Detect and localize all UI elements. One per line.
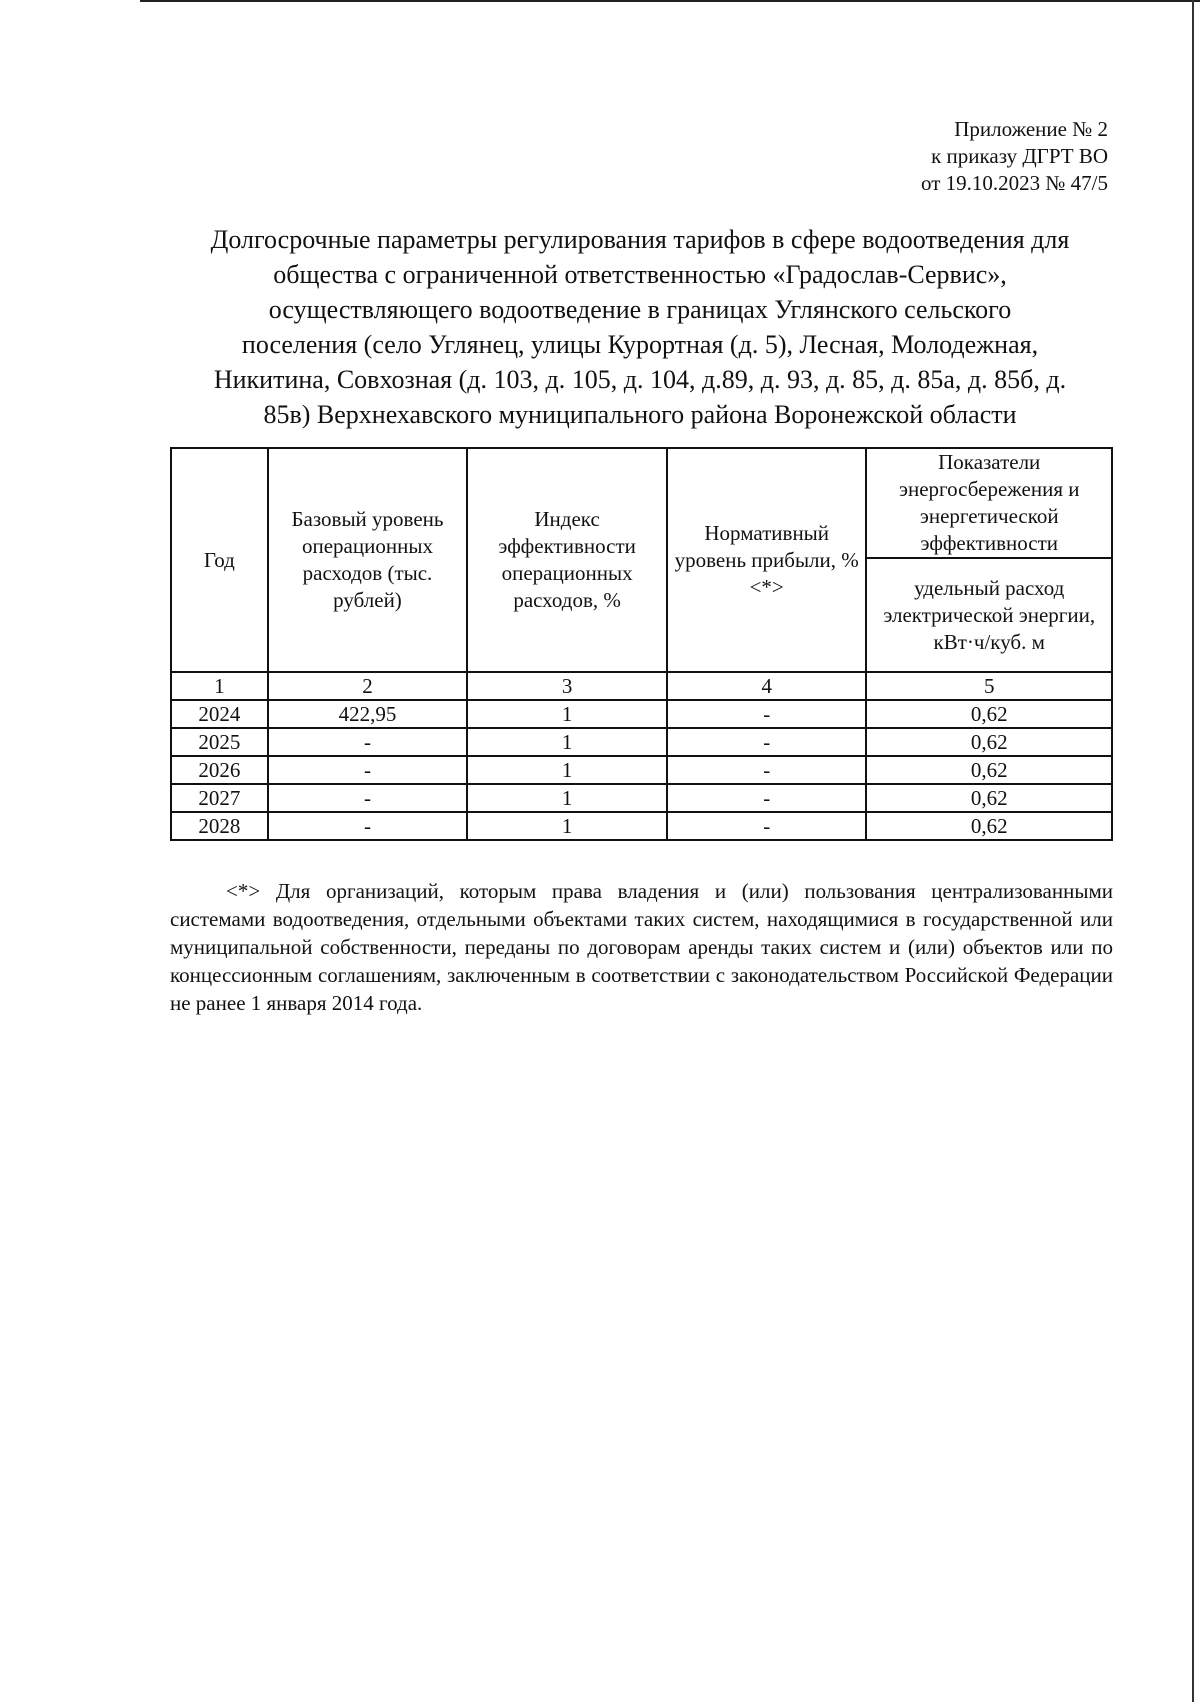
cell-energy-specific: 0,62 — [866, 784, 1112, 812]
cell-profit-level: - — [667, 784, 867, 812]
appendix-order-ref: к приказу ДГРТ ВО — [931, 144, 1108, 168]
header-profit-level: Нормативный уровень прибыли, % <*> — [667, 448, 867, 672]
tariff-parameters-table — [170, 447, 1113, 841]
cell-energy-specific: 0,62 — [866, 728, 1112, 756]
column-number: 4 — [667, 672, 867, 700]
cell-base-level: - — [268, 812, 468, 840]
cell-efficiency-index: 1 — [467, 700, 667, 728]
header-base-level: Базовый уровень операционных расходов (тыс. рублей) — [268, 448, 468, 672]
header-year: Год — [171, 448, 268, 672]
cell-base-level: - — [268, 756, 468, 784]
column-number-row — [171, 672, 1112, 700]
cell-profit-level: - — [667, 756, 867, 784]
column-number: 1 — [171, 672, 268, 700]
cell-profit-level: - — [667, 700, 867, 728]
cell-base-level: 422,95 — [268, 700, 468, 728]
cell-energy-specific: 0,62 — [866, 700, 1112, 728]
cell-base-level: - — [268, 784, 468, 812]
title-line: осуществляющего водоотведение в границах Углянского сельского — [268, 295, 1012, 324]
header-energy-specific: удельный расход электрической энергии, кВт·ч/куб. м — [866, 558, 1112, 672]
scan-border-top — [140, 0, 1200, 2]
title-line: Долгосрочные параметры регулирования тарифов в сфере водоотведения для — [210, 225, 1070, 254]
appendix-order-date: от 19.10.2023 № 47/5 — [920, 171, 1108, 195]
cell-year: 2025 — [171, 728, 268, 756]
cell-energy-specific: 0,62 — [866, 812, 1112, 840]
table-row — [171, 756, 1112, 784]
cell-year: 2028 — [171, 812, 268, 840]
cell-year: 2024 — [171, 700, 268, 728]
cell-efficiency-index: 1 — [467, 812, 667, 840]
scan-border-right — [1192, 0, 1194, 1702]
cell-efficiency-index: 1 — [467, 756, 667, 784]
column-number: 5 — [866, 672, 1112, 700]
table-row — [171, 784, 1112, 812]
title-line: поселения (село Углянец, улицы Курортная (д. 5), Лесная, Молодежная, — [241, 330, 1039, 359]
cell-year: 2027 — [171, 784, 268, 812]
cell-efficiency-index: 1 — [467, 784, 667, 812]
title-line: общества с ограниченной ответственностью «Градослав-Сервис», — [273, 260, 1007, 289]
cell-year: 2026 — [171, 756, 268, 784]
footnote: <*> Для организаций, которым права владения и (или) пользования централизованными системами водоотведения, отдельными объектами таких систем, находящимися в государственной или муниципальной собственности, переданы по договорам аренды таких систем и (или) объектов или по концессионным соглашениям, заключенным в соответствии с законодательством Российской Федерации не ранее 1 января 2014 года. — [170, 879, 1113, 1015]
table-row — [171, 812, 1112, 840]
document-title — [160, 222, 1120, 432]
appendix-header — [921, 116, 1108, 197]
header-energy-group: Показатели энергосбережения и энергетической эффективности — [866, 448, 1112, 558]
appendix-number: Приложение № 2 — [954, 117, 1108, 141]
column-number: 3 — [467, 672, 667, 700]
cell-energy-specific: 0,62 — [866, 756, 1112, 784]
cell-efficiency-index: 1 — [467, 728, 667, 756]
cell-profit-level: - — [667, 812, 867, 840]
title-line: 85в) Верхнехавского муниципального района Воронежской области — [263, 400, 1017, 429]
table-row — [171, 700, 1112, 728]
column-number: 2 — [268, 672, 468, 700]
table-row — [171, 728, 1112, 756]
cell-profit-level: - — [667, 728, 867, 756]
header-efficiency-index: Индекс эффективности операционных расходов, % — [467, 448, 667, 672]
title-line: Никитина, Совхозная (д. 103, д. 105, д. 104, д.89, д. 93, д. 85, д. 85а, д. 85б, д. — [213, 365, 1067, 394]
cell-base-level: - — [268, 728, 468, 756]
